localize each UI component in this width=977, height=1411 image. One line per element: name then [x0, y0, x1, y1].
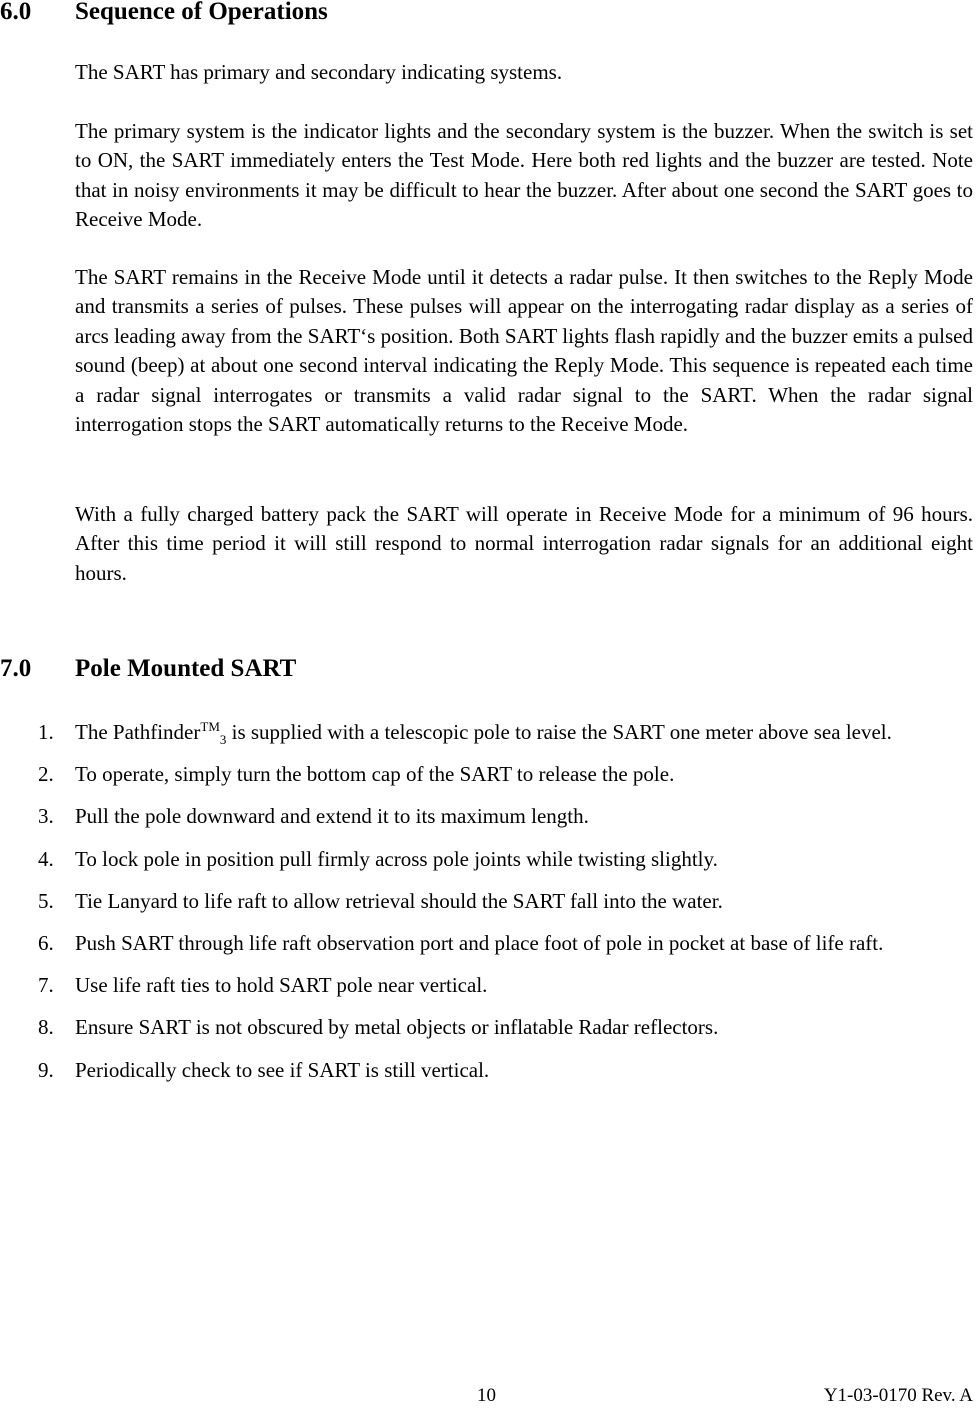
section-6-title: Sequence of Operations [75, 0, 328, 25]
list-item [0, 760, 973, 789]
list-item-text: Push SART through life raft observation port and place foot of pole in pocket at base of life raft. [75, 931, 884, 956]
list-item-text: To operate, simply turn the bottom cap of the SART to release the pole. [75, 762, 675, 787]
list-item-number: 3. [38, 804, 54, 829]
list-item [0, 1056, 973, 1085]
page-number: 10 [477, 1385, 496, 1406]
section-7-number: 7.0 [0, 655, 32, 682]
list-item [0, 929, 973, 958]
section-6-paragraph-3: The SART remains in the Receive Mode until it detects a radar pulse. It then switches to the Reply Mode and transmits a series of pulses. These pulses will appear on the interrogating radar display as a series of arcs leading away from the SART‘s position. Both SART lights flash rapidly and the buzzer emits a pulsed sound (beep) at about one second interval indicating the Reply Mode. This sequence is repeated each time a radar signal interrogates or transmits a valid radar signal to the SART. When the radar signal interrogation stops the SART automatically returns to the Receive Mode. [75, 265, 973, 437]
list-item-number: 2. [38, 762, 54, 787]
list-item [0, 845, 973, 874]
section-7-title: Pole Mounted SART [75, 655, 297, 682]
list-item [0, 971, 973, 1000]
list-item-text: Periodically check to see if SART is still vertical. [75, 1057, 490, 1082]
list-item-number: 5. [38, 888, 54, 913]
list-item [0, 718, 973, 747]
list-item-number: 9. [38, 1057, 54, 1082]
section-6-paragraph-1: The SART has primary and secondary indicating systems. [75, 60, 563, 84]
list-item [0, 1013, 973, 1042]
list-item-text: Pull the pole downward and extend it to its maximum length. [75, 804, 589, 829]
list-item-text: To lock pole in position pull firmly across pole joints while twisting slightly. [75, 846, 718, 871]
model-subscript: 3 [219, 732, 227, 748]
list-item-number: 7. [38, 973, 54, 998]
list-item-text [75, 719, 892, 748]
list-item-number: 6. [38, 931, 54, 956]
list-item-text: Tie Lanyard to life raft to allow retrieval should the SART fall into the water. [75, 888, 723, 913]
section-6-paragraph-4: With a fully charged battery pack the SART will operate in Receive Mode for a minimum of 96 hours. After this time period it will still respond to normal interrogation radar signals for an additional eight hours. [75, 502, 973, 585]
section-6-heading [0, 0, 328, 27]
section-7-heading [0, 654, 296, 684]
document-id: Y1-03-0170 Rev. A [823, 1385, 973, 1406]
list-item [0, 802, 973, 831]
trademark-superscript: TM [200, 719, 220, 734]
list-item-text: Ensure SART is not obscured by metal objects or inflatable Radar reflectors. [75, 1015, 719, 1040]
list-item-number: 4. [38, 846, 54, 871]
pole-mounting-steps-list [0, 718, 973, 1098]
list-item-text-start: The Pathfinder [75, 720, 201, 744]
list-item-text: Use life raft ties to hold SART pole near vertical. [75, 973, 488, 998]
list-item [0, 887, 973, 916]
list-item-text-end: is supplied with a telescopic pole to raise the SART one meter above sea level. [226, 720, 892, 744]
list-item-number: 1. [38, 720, 54, 744]
list-item-number: 8. [38, 1015, 54, 1040]
section-6-paragraph-2: The primary system is the indicator lights and the secondary system is the buzzer. When the switch is set to ON, the SART immediately enters the Test Mode. Here both red lights and the buzzer are tested. Note that in noisy environments it may be difficult to hear the buzzer. After about one second the SART goes to Receive Mode. [75, 119, 973, 232]
section-6-number: 6.0 [0, 0, 32, 25]
